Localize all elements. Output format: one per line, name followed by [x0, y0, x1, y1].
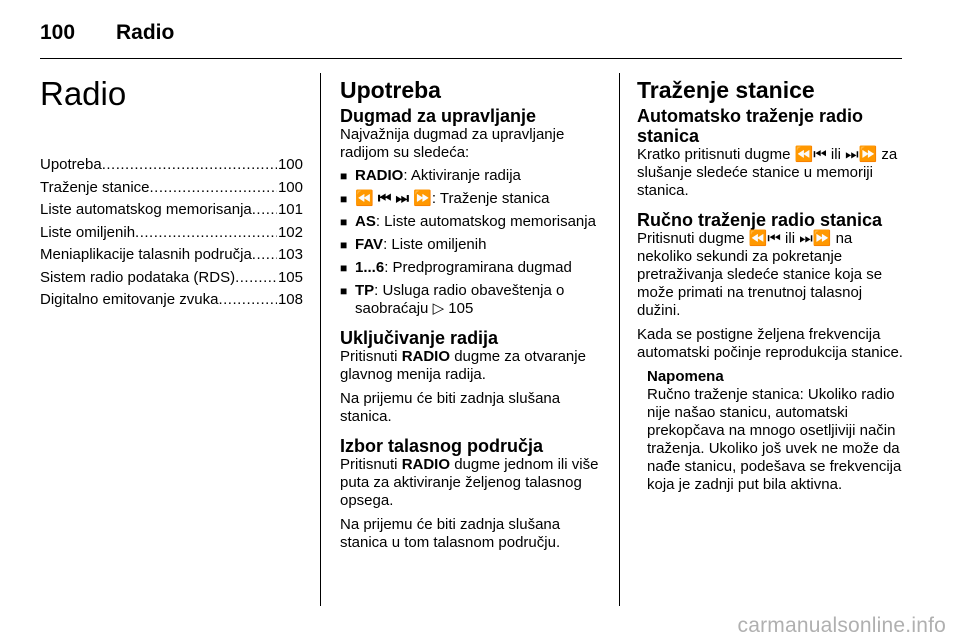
- toc-entry-text: Traženje stanice: [40, 178, 150, 196]
- text-run: Pritisnuti: [340, 456, 402, 473]
- list-item: [340, 259, 606, 277]
- toc-leader-dots: [252, 201, 277, 219]
- band-note: Na prijemu će biti zadnja slušana stanica u tom talasnom području.: [340, 516, 561, 551]
- column-divider-1: [320, 73, 321, 606]
- control-key: ⏪ ⏮ ⏭ ⏩: [355, 190, 432, 207]
- controls-intro: Najvažnija dugmad za upravljanje radijom su sledeća:: [340, 126, 565, 161]
- toc-entry-page: 102: [277, 223, 303, 241]
- header-divider: [40, 58, 902, 59]
- toc-entry-page: 105: [277, 268, 303, 286]
- toc-entry-page: 103: [277, 246, 303, 263]
- toc-entry[interactable]: [40, 156, 303, 174]
- subheading-manual-search: Ručno traženje radio stanica: [637, 210, 883, 230]
- section-title-search: Traženje stanice: [637, 77, 815, 103]
- toc-entry-text: Sistem radio podataka (RDS): [40, 268, 236, 286]
- page-number: 100: [40, 21, 76, 44]
- text-run: dugme za otvaranje glavnog menija radija.: [340, 348, 586, 383]
- control-desc: : Liste omiljenih: [383, 236, 487, 253]
- toc-entry[interactable]: [40, 246, 303, 264]
- control-key: FAV: [355, 236, 384, 253]
- control-key: AS: [355, 213, 376, 230]
- section-title-usage: Upotreba: [340, 77, 441, 103]
- note-title: Napomena: [647, 368, 724, 385]
- toc-entry-text: Upotreba: [40, 156, 102, 173]
- toc-entry[interactable]: [40, 179, 303, 197]
- toc-leader-dots: [135, 224, 277, 242]
- triangle-right-icon: ▷: [432, 300, 445, 317]
- list-item: [340, 282, 606, 318]
- list-item: [340, 213, 606, 231]
- auto-search-paragraph: Kratko pritisnuti dugme ⏪⏮ ili ⏭⏩ za slušanje sledeće stanice u memoriji stanica.: [637, 146, 898, 199]
- toc-entry-page: 101: [277, 201, 303, 218]
- toc-entry-text: Liste omiljenih: [40, 223, 136, 241]
- control-key: 1...6: [355, 259, 385, 276]
- control-desc: : Liste automatskog memorisanja: [375, 213, 596, 230]
- subheading-power-on: Uključivanje radija: [340, 328, 499, 348]
- subheading-band-select: Izbor talasnog područja: [340, 436, 544, 456]
- control-key: TP: [355, 282, 375, 299]
- toc-entry-page: 100: [277, 156, 303, 173]
- control-desc: : Usluga radio obaveštenja o saobraćaju: [355, 282, 565, 317]
- subheading-auto-search: Automatsko traženje radio stanica: [637, 106, 864, 146]
- toc-entry-text: Meniaplikacije talasnih područja: [40, 246, 252, 263]
- table-of-contents: [40, 156, 303, 309]
- list-item: [340, 167, 606, 185]
- toc-entry[interactable]: [40, 201, 303, 219]
- toc-entry-page: 108: [277, 291, 303, 308]
- controls-list: [340, 167, 606, 318]
- note-text: Ručno traženje stanica: Ukoliko radio nije našao stanicu, automatski prekopčava na mnogo osetljiviji način traženja. Ukoliko još uvek ne može da nađe stanicu, podešava se frekvencija koja je zadnji put bila aktivna.: [647, 386, 902, 493]
- toc-entry-page: 100: [277, 178, 303, 196]
- text-run: Pritisnuti: [340, 348, 402, 365]
- manual-search-paragraph: Pritisnuti dugme ⏪⏮ ili ⏭⏩ na nekoliko sekundi za pokretanje pretraživanja sledeće stanice koja se može primati na trenutnoj talasnoj dužini.: [637, 230, 883, 319]
- toc-leader-dots: [102, 156, 277, 174]
- toc-leader-dots: [252, 246, 277, 264]
- power-on-paragraph: [340, 348, 606, 384]
- radio-key: RADIO: [401, 456, 451, 473]
- chapter-title: Radio: [40, 75, 127, 112]
- column-station-search: [637, 72, 905, 494]
- subheading-controls: Dugmad za upravljanje: [340, 106, 537, 126]
- note-box: [647, 368, 905, 494]
- page-reference[interactable]: 105: [448, 300, 474, 317]
- band-paragraph: [340, 456, 606, 510]
- page-header: [40, 18, 920, 60]
- running-title: Radio: [116, 21, 175, 44]
- control-desc: : Predprogramirana dugmad: [384, 259, 572, 276]
- radio-key: RADIO: [401, 348, 451, 365]
- toc-leader-dots: [218, 291, 277, 309]
- column-toc: [40, 72, 303, 314]
- watermark: carmanualsonline.info: [737, 614, 946, 637]
- toc-leader-dots: [235, 269, 277, 287]
- control-desc: : Aktiviranje radija: [403, 167, 521, 184]
- list-item: [340, 190, 606, 208]
- toc-entry[interactable]: [40, 224, 303, 242]
- power-on-note: Na prijemu će biti zadnja slušana stanica.: [340, 390, 561, 425]
- toc-leader-dots: [150, 179, 277, 197]
- control-key: RADIO: [355, 167, 404, 184]
- toc-entry[interactable]: [40, 269, 303, 287]
- toc-entry-text: Digitalno emitovanje zvuka: [40, 291, 219, 308]
- column-usage: [340, 72, 606, 558]
- text-run: dugme jednom ili više puta za aktiviranje željenog talasnog opsega.: [340, 456, 599, 509]
- toc-entry[interactable]: [40, 291, 303, 309]
- control-desc: : Traženje stanica: [431, 190, 550, 207]
- column-divider-2: [619, 73, 620, 606]
- toc-entry-text: Liste automatskog memorisanja: [40, 201, 252, 218]
- manual-search-result: Kada se postigne željena frekvencija automatski počinje reprodukcija stanice.: [637, 326, 903, 361]
- list-item: [340, 236, 606, 254]
